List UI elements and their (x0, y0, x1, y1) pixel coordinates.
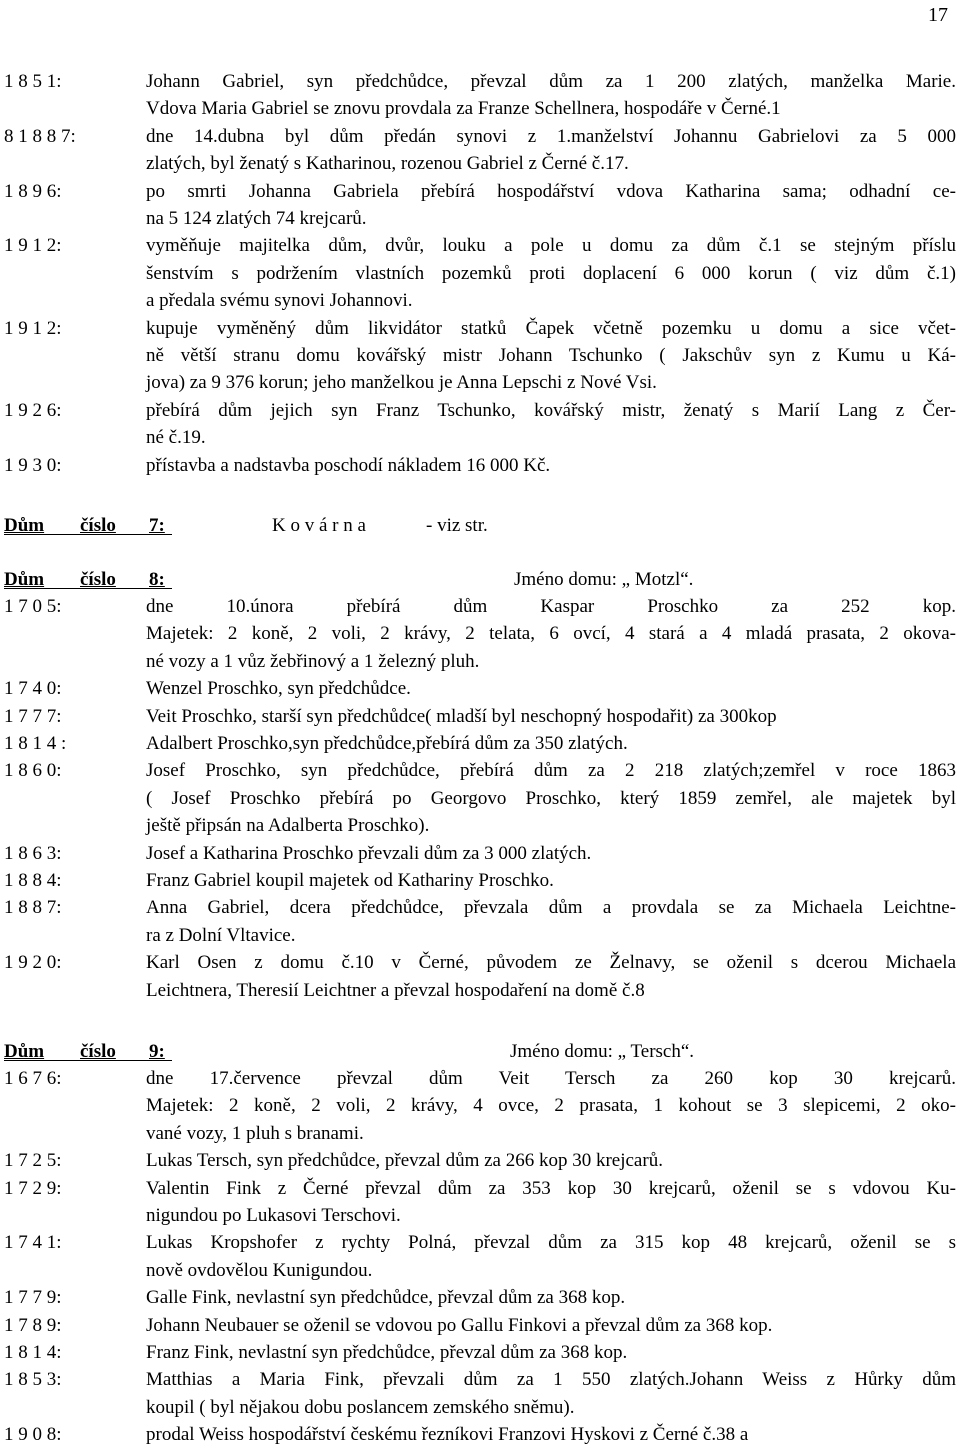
entry-text: ( Josef Proschko přebírá po Georgovo Proschko, který 1859 zemřel, ale majetek byl (146, 787, 956, 809)
entry-date: 1 9 2 0: (4, 952, 62, 974)
entry-line (0, 840, 960, 867)
entry-line (0, 648, 960, 675)
page-number: 17 (928, 4, 948, 26)
entry-text: nově ovdovělou Kunigundou. (146, 1259, 373, 1281)
entry-date: 1 7 2 5: (4, 1150, 62, 1172)
heading-underline (4, 512, 172, 535)
entry-text: Wenzel Proschko, syn předchůdce. (146, 678, 411, 700)
house-reference: - viz str. (426, 515, 488, 536)
entry-text: Anna Gabriel, dcera předchůdce, převzala dům a provdala se za Michaela Leichtne- (146, 897, 956, 919)
entry-line (0, 1339, 960, 1366)
entry-date: 1 6 7 6: (4, 1068, 62, 1089)
house-heading-cislo: číslo (80, 1041, 116, 1062)
entry-date: 1 8 6 0: (4, 760, 62, 782)
entry-line (0, 315, 960, 342)
entry-text: přebírá dům jejich syn Franz Tschunko, kovářský mistr, ženatý s Marií Lang z Čer- (146, 399, 956, 421)
entry-text: po smrti Johanna Gabriela přebírá hospodářství vdova Katharina sama; odhadní ce- (146, 180, 956, 202)
entry-text: Lukas Kropshofer z rychty Polná, převzal dům za 315 kop 48 krejcarů, oženil se s (146, 1232, 956, 1254)
entry-line (0, 150, 960, 177)
entry-text: prodal Weiss hospodářství českému řezníkovi Franzovi Hyskovi z Černé č.38 a (146, 1424, 749, 1446)
entry-date: 1 7 4 0: (4, 678, 62, 700)
entry-text: Josef a Katharina Proschko převzali dům za 3 000 zlatých. (146, 842, 592, 864)
entry-text: dne 10.února přebírá dům Kaspar Proschko za 252 kop. (146, 596, 956, 617)
entry-line (0, 232, 960, 259)
entry-line (0, 1421, 960, 1448)
entry-line (0, 205, 960, 232)
house-heading-number: 7: (149, 515, 165, 536)
heading-underline (4, 566, 172, 589)
entry-text: Matthias a Maria Fink, převzali dům za 1 550 zlatých.Johann Weiss z Hůrky dům (146, 1369, 956, 1391)
entry-date: 1 7 0 5: (4, 596, 62, 617)
house-heading-word: Dům (4, 569, 45, 590)
house-name: Jméno domu: „ Motzl“. (514, 569, 694, 590)
entry-text: zlatých, byl ženatý s Katharinou, rozenou Gabriel z Černé č.17. (146, 153, 629, 175)
entry-line (0, 593, 960, 620)
entry-date: 1 9 2 6: (4, 399, 62, 421)
entry-date: 1 8 5 3: (4, 1369, 62, 1391)
entry-text: koupil ( byl nějakou dobu poslancem zemského sněmu). (146, 1396, 575, 1418)
house-heading (4, 512, 956, 539)
entry-date: 1 8 8 7: (4, 897, 62, 919)
entry-line (0, 977, 960, 1004)
entry-date: 1 7 7 7: (4, 705, 62, 727)
entry-text: Majetek: 2 koně, 2 voli, 2 krávy, 4 ovce, 2 prasata, 1 kohout se 3 slepicemi, 2 oko- (146, 1095, 956, 1117)
entry-date: 1 7 8 9: (4, 1314, 62, 1336)
entry-line (0, 260, 960, 287)
entry-line (0, 812, 960, 839)
entry-text: Karl Osen z domu č.10 v Černé, původem ze Želnavy, se oženil s dcerou Michaela (146, 952, 956, 974)
entry-text: Leichtnera, Theresií Leichtner a převzal hospodaření na domě č.8 (146, 979, 645, 1001)
entry-text: ra z Dolní Vltavice. (146, 924, 296, 946)
entry-date: 1 8 6 3: (4, 842, 62, 864)
entry-line (0, 894, 960, 921)
entry-line (0, 178, 960, 205)
entry-date: 8 1 8 8 7: (4, 125, 76, 147)
entry-text: dne 14.dubna byl dům předán synovi z 1.manželství Johannu Gabrielovi za 5 000 (146, 125, 956, 147)
entry-line (0, 949, 960, 976)
entry-line (0, 785, 960, 812)
entry-date: 1 7 4 1: (4, 1232, 62, 1254)
entry-date: 1 9 0 8: (4, 1424, 62, 1446)
entry-date: 1 7 2 9: (4, 1177, 62, 1199)
entry-line (0, 369, 960, 396)
entry-line (0, 1284, 960, 1311)
entry-line (0, 1366, 960, 1393)
entry-date: 1 7 7 9: (4, 1287, 62, 1309)
house-heading-cislo: číslo (80, 569, 116, 590)
entry-text: nigundou po Lukasovi Terschovi. (146, 1205, 401, 1226)
entry-line (0, 867, 960, 894)
entry-text: vané vozy, 1 pluh s branami. (146, 1122, 364, 1144)
entry-text: Majetek: 2 koně, 2 voli, 2 krávy, 2 telata, 6 ovcí, 4 stará a 4 mladá prasata, 2 okova- (146, 623, 956, 645)
entry-text: vyměňuje majitelka dům, dvůr, louku a pole u domu za dům č.1 se stejným příslu (146, 235, 956, 257)
entry-line (0, 452, 960, 479)
entry-text: Galle Fink, nevlastní syn předchůdce, převzal dům za 368 kop. (146, 1287, 626, 1309)
entry-text: Lukas Tersch, syn předchůdce, převzal dům za 266 kop 30 krejcarů. (146, 1150, 663, 1172)
entry-text: Veit Proschko, starší syn předchůdce( mladší byl neschopný hospodařit) za 300kop (146, 705, 777, 727)
entry-line (0, 1257, 960, 1284)
entry-date: 1 9 1 2: (4, 235, 62, 257)
entry-date: 1 9 1 2: (4, 317, 62, 339)
entry-text: Josef Proschko, syn předchůdce, přebírá dům za 2 218 zlatých;zemřel v roce 1863 (146, 760, 956, 782)
entry-line (0, 287, 960, 314)
house-heading-number: 8: (149, 569, 165, 590)
entry-text: Vdova Maria Gabriel se znovu provdala za Franze Schellnera, hospodáře v Černé.1 (146, 98, 781, 120)
entry-date: 1 8 8 4: (4, 870, 62, 891)
entry-line (0, 95, 960, 122)
entry-date: 1 8 5 1: (4, 71, 62, 92)
house-heading-cislo: číslo (80, 515, 116, 536)
entry-line (0, 675, 960, 702)
entry-line (0, 1092, 960, 1119)
entry-date: 1 8 1 4: (4, 1342, 62, 1363)
entry-text: Franz Fink, nevlastní syn předchůdce, převzal dům za 368 kop. (146, 1342, 628, 1363)
entry-text: né vozy a 1 vůz žebřinový a 1 železný pluh. (146, 650, 480, 672)
entry-text: Adalbert Proschko,syn předchůdce,přebírá dům za 350 zlatých. (146, 733, 628, 754)
entry-line (0, 424, 960, 451)
house-heading (4, 566, 956, 593)
house-heading (4, 1038, 956, 1065)
entry-line (0, 1065, 960, 1092)
entry-line (0, 703, 960, 730)
entry-line (0, 757, 960, 784)
entry-line (0, 1120, 960, 1147)
entry-text: ně větší stranu domu kovářský mistr Johann Tschunko ( Jakschův syn z Kumu u Ká- (146, 345, 956, 366)
entry-line (0, 620, 960, 647)
entry-text: jova) za 9 376 korun; jeho manželkou je Anna Lepschi z Nové Vsi. (146, 372, 657, 394)
entry-line (0, 1202, 960, 1229)
entry-text: a předala svému synovi Johannovi. (146, 290, 413, 312)
entry-line (0, 730, 960, 757)
entry-line (0, 1229, 960, 1256)
house-heading-word: Dům (4, 1041, 45, 1062)
entry-date: 1 8 9 6: (4, 180, 62, 202)
entry-text: Valentin Fink z Černé převzal dům za 353 kop 30 krejcarů, oženil se s vdovou Ku- (146, 1177, 956, 1199)
entry-line (0, 123, 960, 150)
entry-text: ještě připsán na Adalberta Proschko). (146, 815, 430, 837)
entry-date: 1 8 1 4 : (4, 733, 67, 754)
entry-text: né č.19. (146, 427, 206, 449)
house-heading-word: Dům (4, 515, 45, 536)
entry-line (0, 1312, 960, 1339)
entry-line (0, 68, 960, 95)
entry-text: přístavba a nadstavba poschodí nákladem 16 000 Kč. (146, 454, 551, 476)
entry-text: šenstvím s podržením vlastních pozemků proti doplacení 6 000 korun ( viz dům č.1) (146, 262, 956, 284)
entry-text: Johann Gabriel, syn předchůdce, převzal dům za 1 200 zlatých, manželka Marie. (146, 71, 956, 92)
house-name: Jméno domu: „ Tersch“. (510, 1041, 695, 1062)
entry-line (0, 1147, 960, 1174)
heading-underline (4, 1038, 172, 1061)
entry-text: kupuje vyměněný dům likvidátor statků Čapek včetně pozemku u domu a sice včet- (146, 317, 956, 339)
entry-line (0, 342, 960, 369)
entry-text: Franz Gabriel koupil majetek od Kathariny Proschko. (146, 870, 554, 891)
entry-date: 1 9 3 0: (4, 454, 62, 476)
entry-text: Johann Neubauer se oženil se vdovou po Gallu Finkovi a převzal dům za 368 kop. (146, 1314, 773, 1336)
house-heading-number: 9: (149, 1041, 165, 1062)
entry-line (0, 397, 960, 424)
entry-text: dne 17.července převzal dům Veit Tersch za 260 kop 30 krejcarů. (146, 1068, 956, 1089)
entry-text: na 5 124 zlatých 74 krejcarů. (146, 208, 367, 229)
entry-line (0, 1394, 960, 1421)
house-name: K o v á r n a (272, 515, 366, 536)
entry-line (0, 922, 960, 949)
entry-line (0, 1175, 960, 1202)
